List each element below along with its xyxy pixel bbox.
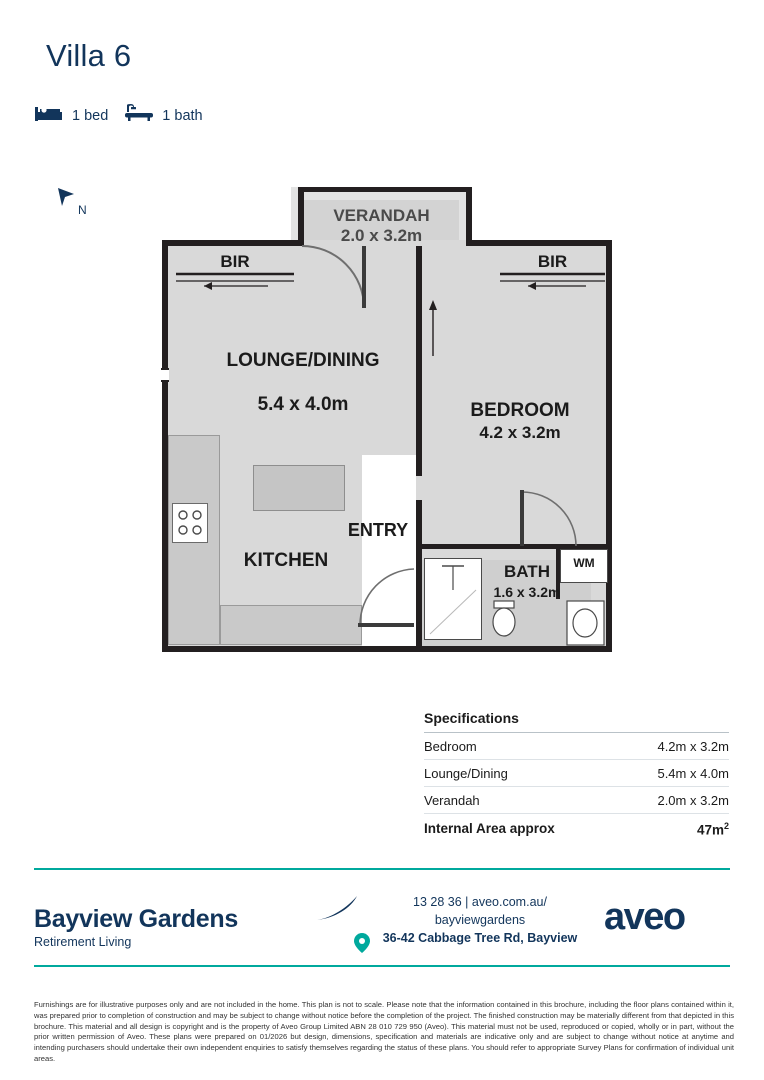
kitchen-bench-run (220, 605, 362, 645)
verandah-name: VERANDAH (333, 206, 430, 225)
divider-bottom (34, 965, 730, 967)
bedroom-name: BEDROOM (470, 400, 570, 421)
bed-count-label: 1 bed (72, 107, 109, 124)
verandah-dims: 2.0 x 3.2m (340, 226, 423, 246)
toilet-icon (487, 600, 521, 646)
specifications-title: Specifications (424, 710, 729, 733)
bed-bath-summary (34, 103, 203, 128)
bedroom-dims: 4.2 x 3.2m (479, 423, 561, 443)
wm-name: WM (573, 556, 595, 570)
window-left (161, 368, 169, 382)
entry-name: ENTRY (347, 520, 409, 540)
wall-bottom-right (416, 646, 612, 652)
wall-left-upper (162, 240, 168, 370)
bathtub-icon (124, 103, 154, 128)
room-label-bath (482, 562, 572, 602)
bayview-gardens-logo (34, 905, 238, 949)
spec-value-verandah: 2.0m x 3.2m (657, 793, 729, 808)
verandah-wall-top (298, 187, 472, 192)
cooktop-burners-icon (174, 505, 206, 541)
spec-row-internal-area (424, 814, 729, 842)
shower-head-icon (426, 560, 480, 638)
internal-area-value: 47m (696, 822, 724, 838)
wall-top-left (162, 240, 302, 246)
page-title: Villa 6 (46, 38, 132, 73)
room-label-verandah (304, 206, 459, 246)
contact-block (350, 893, 610, 947)
spec-row-verandah (424, 787, 729, 814)
room-label-lounge-dining (193, 350, 413, 417)
wall-center-vertical (416, 246, 422, 476)
street-address: 36-42 Cabbage Tree Rd, Bayview (382, 931, 578, 946)
spec-label-lounge-dining: Lounge/Dining (424, 766, 508, 781)
spec-label-verandah: Verandah (424, 793, 480, 808)
wall-bottom-left (162, 646, 362, 652)
brand-name: Bayview Gardens (34, 905, 238, 933)
bath-count-label: 1 bath (162, 107, 203, 124)
internal-area-superscript: 2 (723, 821, 729, 831)
spec-label-internal-area: Internal Area approx (424, 821, 555, 836)
vanity-basin-icon (566, 600, 606, 646)
spec-value-lounge-dining: 5.4m x 4.0m (657, 766, 729, 781)
lounge-name: LOUNGE/DINING (226, 350, 380, 371)
bath-name: BATH (504, 562, 550, 581)
wall-bath-left (416, 544, 421, 652)
aveo-logo: aveo (604, 896, 685, 938)
kitchen-name: KITCHEN (243, 550, 329, 571)
wall-right (606, 240, 612, 652)
disclaimer-text: Furnishings are for illustrative purposes only and are not included in the home. This plan is not to scale. Please note that the information contained in this brochure, including the floor plans contained within it, was prepared prior to completion of construction and may be subject to change without notice before the completion of the project. The finished construction may be materially different from that depicted in this brochure. This material and all design is copyright and is the property of Aveo Group Limited ABN 28 010 729 950 (Aveo). This material must not be used, reproduced or copied, wholly or in part, without the prior written permission of Aveo. These plans were prepared on 01/2026 but design, dimensions, specification and materials are indicative only and are subject to change without notice at anytime and intending purchasers should undertake their own independent enquiries to satisfy themselves regarding the status of these plans. You should refer to appropriate Survey Plans for confirmation of individual unit areas. (34, 1000, 734, 1063)
room-label-bir-right (500, 252, 605, 272)
wall-bottom-mid (356, 646, 416, 652)
entry-door-swing-icon (358, 565, 416, 627)
brand-tagline: Retirement Living (34, 935, 132, 949)
bir-left-wardrobe-icon (176, 270, 296, 296)
lounge-dims: 5.4 x 4.0m (257, 394, 349, 416)
north-letter: N (78, 203, 87, 217)
bath-door-swing-icon (520, 490, 578, 548)
room-label-bir-left (180, 252, 290, 272)
bed-icon (34, 104, 64, 127)
floor-plan (0, 170, 764, 670)
phone-and-web[interactable]: 13 28 36 | aveo.com.au/ (413, 895, 547, 909)
divider-top (34, 868, 730, 870)
room-label-kitchen (216, 550, 356, 572)
bir-right-name: BIR (537, 252, 568, 271)
bedroom-access-arrow-icon (424, 298, 444, 358)
spec-value-bedroom: 4.2m x 3.2m (657, 739, 729, 754)
room-label-bedroom (430, 400, 610, 445)
room-label-entry (318, 520, 438, 541)
specifications-table (424, 710, 729, 842)
map-pin-icon (354, 933, 370, 953)
spec-value-internal-area (697, 821, 729, 838)
verandah-wall-right (466, 187, 472, 246)
bath-dims: 1.6 x 3.2m (493, 584, 561, 601)
spec-row-lounge-dining (424, 760, 729, 787)
bir-left-name: BIR (220, 252, 250, 271)
wall-top-right (472, 240, 612, 246)
spec-label-bedroom: Bedroom (424, 739, 477, 754)
bir-right-wardrobe-icon (500, 270, 620, 296)
front-door-swing-icon (300, 244, 370, 310)
web-path[interactable]: bayviewgardens (434, 913, 526, 928)
lounge-furniture (253, 465, 345, 511)
spec-row-bedroom (424, 733, 729, 760)
room-label-wm (560, 556, 608, 570)
